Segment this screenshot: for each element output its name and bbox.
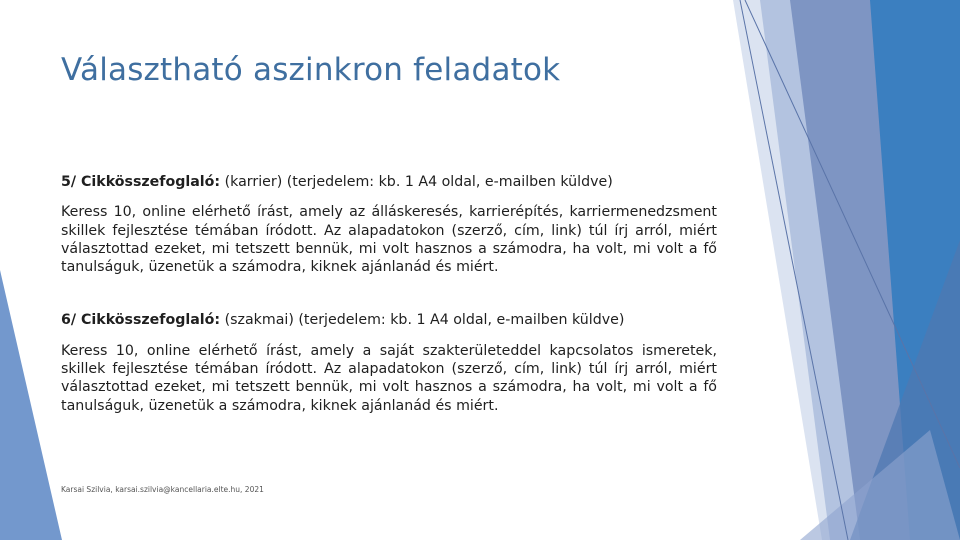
left-accent-triangle [0, 270, 62, 540]
section-body: Keress 10, online elérhető írást, amely az álláskeresés, karrierépítés, karriermenedzsment skillek fejlesztése témában íródott. Az alapadatokon (szerző, cím, link) túl írj arról, miért választottad ezeket, mi tetszett bennük, mi volt hasznos a számodra, ha volt, mi volt a fő tanulságuk, üzenetük a számodra, kiknek ajánlanád és miért. [61, 204, 717, 276]
section-number-label: 5/ Cikkösszefoglaló: [61, 174, 221, 190]
section-heading [61, 311, 717, 329]
section-heading-details: (szakmai) (terjedelem: kb. 1 A4 oldal, e-mailben küldve) [220, 312, 625, 329]
section-heading-details: (karrier) (terjedelem: kb. 1 A4 oldal, e-mailben küldve) [220, 174, 613, 190]
section-body: Keress 10, online elérhető írást, amely a saját szakterületeddel kapcsolatos ismeretek, skillek fejlesztése témában íródott. Az alapadatokon (szerző, cím, link) túl írj arról, miért választottad ezeket, mi tetszett bennük, mi volt hasznos a számodra, ha volt, mi volt a fő tanulságuk, üzenetük a számodra, kiknek ajánlanád és miért. [61, 342, 717, 414]
section-5 [61, 173, 717, 276]
section-6 [61, 311, 717, 414]
slide-footer: Karsai Szilvia, karsai.szilvia@kancellaria.elte.hu, 2021 [61, 485, 264, 494]
slide-content [61, 173, 717, 415]
section-heading [61, 173, 717, 191]
section-number-label: 6/ Cikkösszefoglaló: [61, 312, 221, 329]
slide-title: Választható aszinkron feladatok [61, 52, 561, 88]
